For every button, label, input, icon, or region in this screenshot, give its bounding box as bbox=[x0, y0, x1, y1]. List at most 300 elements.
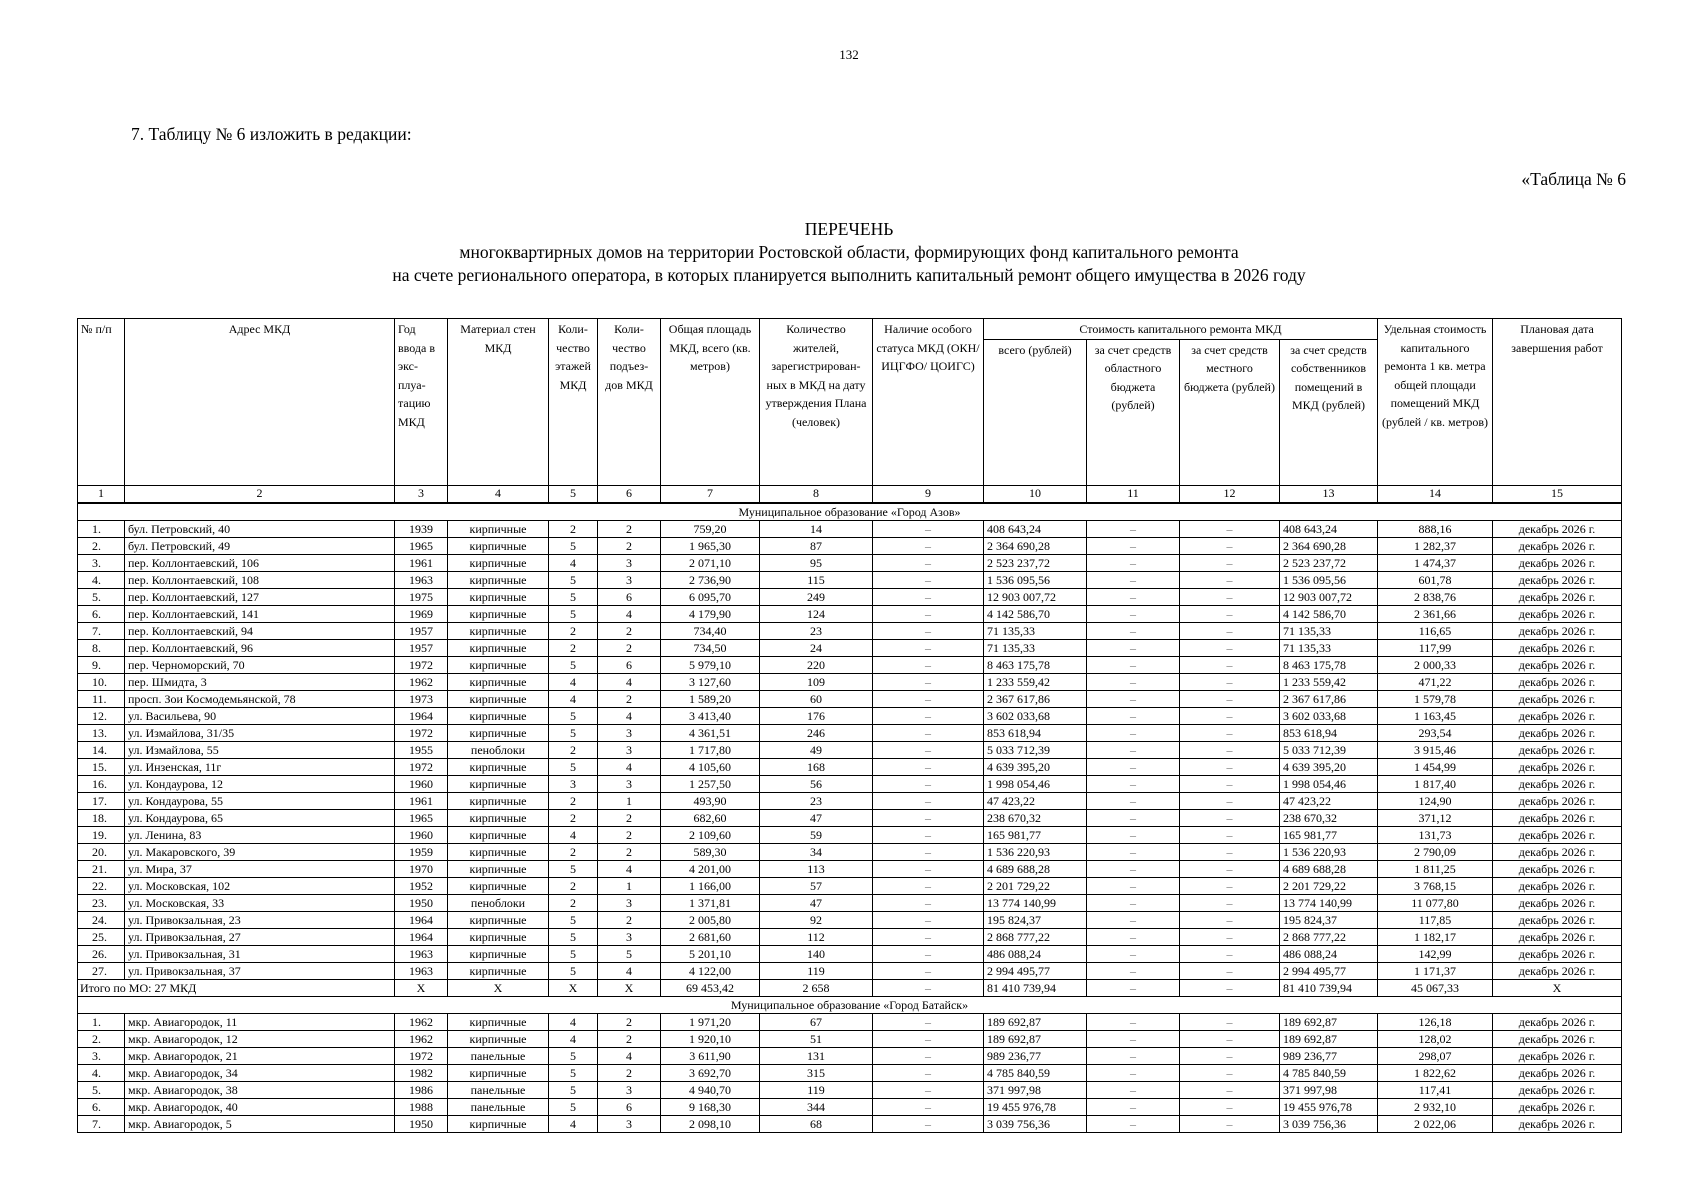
total-area-cell: 3 413,40 bbox=[661, 707, 760, 724]
special-status-cell: – bbox=[873, 741, 984, 758]
address-cell: мкр. Авиагородок, 21 bbox=[125, 1047, 395, 1064]
address-cell: ул. Кондаурова, 55 bbox=[125, 792, 395, 809]
unit-cost-cell: 1 454,99 bbox=[1378, 758, 1493, 775]
table-row bbox=[78, 673, 1622, 690]
special-status-cell: – bbox=[873, 554, 984, 571]
special-status-cell: – bbox=[873, 639, 984, 656]
wall-material-cell: кирпичные bbox=[448, 1115, 549, 1132]
completion-date-cell: декабрь 2026 г. bbox=[1493, 639, 1622, 656]
year-built-cell: 1961 bbox=[395, 792, 448, 809]
completion-date-cell: декабрь 2026 г. bbox=[1493, 588, 1622, 605]
address-cell: ул. Ленина, 83 bbox=[125, 826, 395, 843]
residents-cell: 51 bbox=[760, 1030, 873, 1047]
table-header bbox=[78, 319, 1622, 503]
unit-cost-cell: 2 932,10 bbox=[1378, 1098, 1493, 1115]
column-number: 4 bbox=[448, 485, 549, 503]
year-built-cell: 1975 bbox=[395, 588, 448, 605]
cost-regional-cell: – bbox=[1087, 809, 1180, 826]
entrances-cell: 3 bbox=[598, 724, 661, 741]
instruction-text: 7. Таблицу № 6 изложить в редакции: bbox=[131, 124, 412, 144]
column-number: 8 bbox=[760, 485, 873, 503]
entrances-cell: 5 bbox=[598, 945, 661, 962]
address-cell: ул. Васильева, 90 bbox=[125, 707, 395, 724]
cost-owners-cell: 2 994 495,77 bbox=[1280, 962, 1378, 979]
residents-cell: 168 bbox=[760, 758, 873, 775]
residents-cell: 60 bbox=[760, 690, 873, 707]
cost-regional-cell: – bbox=[1087, 894, 1180, 911]
cost-regional-cell: – bbox=[1087, 520, 1180, 537]
cost-owners-cell: 19 455 976,78 bbox=[1280, 1098, 1378, 1115]
residents-cell: 23 bbox=[760, 792, 873, 809]
year-built-cell: 1986 bbox=[395, 1081, 448, 1098]
cost-local-cell: – bbox=[1180, 792, 1280, 809]
total-area-cell: 1 920,10 bbox=[661, 1030, 760, 1047]
completion-date-cell: декабрь 2026 г. bbox=[1493, 673, 1622, 690]
residents-cell: 109 bbox=[760, 673, 873, 690]
row-number-cell: 14. bbox=[78, 741, 125, 758]
total-area-cell: 6 095,70 bbox=[661, 588, 760, 605]
table-row bbox=[78, 588, 1622, 605]
total-area-cell: 5 979,10 bbox=[661, 656, 760, 673]
table-row bbox=[78, 605, 1622, 622]
residents-cell: 119 bbox=[760, 1081, 873, 1098]
wall-material-cell: кирпичные bbox=[448, 639, 549, 656]
wall-material-cell: панельные bbox=[448, 1047, 549, 1064]
header-cost-total: всего (рублей) bbox=[984, 339, 1087, 485]
cost-owners-cell: 238 670,32 bbox=[1280, 809, 1378, 826]
cost-total-cell: 4 142 586,70 bbox=[984, 605, 1087, 622]
cost-total-cell: 19 455 976,78 bbox=[984, 1098, 1087, 1115]
total-entrances-cell: X bbox=[598, 979, 661, 996]
header-completion-date: Плановая дата завершения работ bbox=[1493, 319, 1622, 486]
wall-material-cell: кирпичные bbox=[448, 571, 549, 588]
total-area-cell: 2 681,60 bbox=[661, 928, 760, 945]
total-special-status-cell: – bbox=[873, 979, 984, 996]
unit-cost-cell: 601,78 bbox=[1378, 571, 1493, 588]
entrances-cell: 2 bbox=[598, 537, 661, 554]
residents-cell: 47 bbox=[760, 809, 873, 826]
unit-cost-cell: 1 822,62 bbox=[1378, 1064, 1493, 1081]
entrances-cell: 4 bbox=[598, 758, 661, 775]
entrances-cell: 2 bbox=[598, 1030, 661, 1047]
cost-regional-cell: – bbox=[1087, 758, 1180, 775]
wall-material-cell: кирпичные bbox=[448, 877, 549, 894]
residents-cell: 87 bbox=[760, 537, 873, 554]
completion-date-cell: декабрь 2026 г. bbox=[1493, 741, 1622, 758]
total-area-cell: 4 122,00 bbox=[661, 962, 760, 979]
completion-date-cell: декабрь 2026 г. bbox=[1493, 826, 1622, 843]
entrances-cell: 2 bbox=[598, 809, 661, 826]
special-status-cell: – bbox=[873, 1098, 984, 1115]
cost-local-cell: – bbox=[1180, 809, 1280, 826]
unit-cost-cell: 2 022,06 bbox=[1378, 1115, 1493, 1132]
special-status-cell: – bbox=[873, 894, 984, 911]
floors-cell: 2 bbox=[549, 741, 598, 758]
wall-material-cell: кирпичные bbox=[448, 945, 549, 962]
entrances-cell: 4 bbox=[598, 1047, 661, 1064]
floors-cell: 5 bbox=[549, 537, 598, 554]
cost-total-cell: 5 033 712,39 bbox=[984, 741, 1087, 758]
cost-local-cell: – bbox=[1180, 622, 1280, 639]
floors-cell: 5 bbox=[549, 656, 598, 673]
wall-material-cell: кирпичные bbox=[448, 928, 549, 945]
residents-cell: 24 bbox=[760, 639, 873, 656]
address-cell: пер. Коллонтаевский, 96 bbox=[125, 639, 395, 656]
cost-regional-cell: – bbox=[1087, 945, 1180, 962]
completion-date-cell: декабрь 2026 г. bbox=[1493, 1047, 1622, 1064]
row-number-cell: 11. bbox=[78, 690, 125, 707]
cost-local-cell: – bbox=[1180, 911, 1280, 928]
special-status-cell: – bbox=[873, 1047, 984, 1064]
address-cell: мкр. Авиагородок, 40 bbox=[125, 1098, 395, 1115]
completion-date-cell: декабрь 2026 г. bbox=[1493, 707, 1622, 724]
year-built-cell: 1965 bbox=[395, 537, 448, 554]
floors-cell: 2 bbox=[549, 809, 598, 826]
entrances-cell: 1 bbox=[598, 877, 661, 894]
completion-date-cell: декабрь 2026 г. bbox=[1493, 1064, 1622, 1081]
wall-material-cell: кирпичные bbox=[448, 707, 549, 724]
total-area-cell: 1 965,30 bbox=[661, 537, 760, 554]
cost-regional-cell: – bbox=[1087, 537, 1180, 554]
cost-regional-cell: – bbox=[1087, 622, 1180, 639]
floors-cell: 5 bbox=[549, 758, 598, 775]
residents-cell: 249 bbox=[760, 588, 873, 605]
wall-material-cell: кирпичные bbox=[448, 605, 549, 622]
year-built-cell: 1950 bbox=[395, 1115, 448, 1132]
floors-cell: 2 bbox=[549, 877, 598, 894]
entrances-cell: 2 bbox=[598, 911, 661, 928]
completion-date-cell: декабрь 2026 г. bbox=[1493, 1081, 1622, 1098]
floors-cell: 4 bbox=[549, 1013, 598, 1030]
wall-material-cell: кирпичные bbox=[448, 1064, 549, 1081]
unit-cost-cell: 2 790,09 bbox=[1378, 843, 1493, 860]
residents-cell: 112 bbox=[760, 928, 873, 945]
unit-cost-cell: 293,54 bbox=[1378, 724, 1493, 741]
total-cost-local-cell: – bbox=[1180, 979, 1280, 996]
address-cell: пер. Коллонтаевский, 108 bbox=[125, 571, 395, 588]
header-cost-group: Стоимость капитального ремонта МКД bbox=[984, 319, 1378, 340]
entrances-cell: 4 bbox=[598, 605, 661, 622]
unit-cost-cell: 142,99 bbox=[1378, 945, 1493, 962]
buildings-table bbox=[77, 318, 1622, 1133]
entrances-cell: 1 bbox=[598, 792, 661, 809]
address-cell: пер. Коллонтаевский, 106 bbox=[125, 554, 395, 571]
total-area-cell: 1 971,20 bbox=[661, 1013, 760, 1030]
cost-local-cell: – bbox=[1180, 571, 1280, 588]
header-cost-owners: за счет средств собственников помещений в МКД (рублей) bbox=[1280, 339, 1378, 485]
row-number-cell: 17. bbox=[78, 792, 125, 809]
cost-total-cell: 1 536 095,56 bbox=[984, 571, 1087, 588]
table-row bbox=[78, 1098, 1622, 1115]
cost-local-cell: – bbox=[1180, 690, 1280, 707]
cost-owners-cell: 4 785 840,59 bbox=[1280, 1064, 1378, 1081]
header-address: Адрес МКД bbox=[125, 319, 395, 486]
floors-cell: 5 bbox=[549, 588, 598, 605]
cost-regional-cell: – bbox=[1087, 1081, 1180, 1098]
header-unit-cost: Удельная стоимость капитального ремонта 1 кв. метра общей площади помещений МКД (рублей / кв. метров) bbox=[1378, 319, 1493, 486]
table-row bbox=[78, 826, 1622, 843]
cost-regional-cell: – bbox=[1087, 1098, 1180, 1115]
year-built-cell: 1972 bbox=[395, 758, 448, 775]
cost-regional-cell: – bbox=[1087, 605, 1180, 622]
special-status-cell: – bbox=[873, 724, 984, 741]
total-area-cell: 2 005,80 bbox=[661, 911, 760, 928]
document-title bbox=[0, 218, 1698, 287]
cost-regional-cell: – bbox=[1087, 690, 1180, 707]
entrances-cell: 4 bbox=[598, 673, 661, 690]
cost-local-cell: – bbox=[1180, 860, 1280, 877]
special-status-cell: – bbox=[873, 1030, 984, 1047]
table-row bbox=[78, 928, 1622, 945]
entrances-cell: 3 bbox=[598, 1115, 661, 1132]
special-status-cell: – bbox=[873, 605, 984, 622]
cost-total-cell: 12 903 007,72 bbox=[984, 588, 1087, 605]
row-number-cell: 5. bbox=[78, 1081, 125, 1098]
column-number: 5 bbox=[549, 485, 598, 503]
floors-cell: 2 bbox=[549, 894, 598, 911]
column-number: 2 bbox=[125, 485, 395, 503]
cost-total-cell: 853 618,94 bbox=[984, 724, 1087, 741]
wall-material-cell: панельные bbox=[448, 1098, 549, 1115]
special-status-cell: – bbox=[873, 775, 984, 792]
address-cell: ул. Привокзальная, 23 bbox=[125, 911, 395, 928]
row-number-cell: 4. bbox=[78, 1064, 125, 1081]
cost-owners-cell: 408 643,24 bbox=[1280, 520, 1378, 537]
completion-date-cell: декабрь 2026 г. bbox=[1493, 571, 1622, 588]
total-area-cell: 682,60 bbox=[661, 809, 760, 826]
table-row bbox=[78, 537, 1622, 554]
entrances-cell: 2 bbox=[598, 639, 661, 656]
table-body bbox=[78, 503, 1622, 1133]
unit-cost-cell: 471,22 bbox=[1378, 673, 1493, 690]
entrances-cell: 2 bbox=[598, 826, 661, 843]
address-cell: мкр. Авиагородок, 34 bbox=[125, 1064, 395, 1081]
cost-local-cell: – bbox=[1180, 1030, 1280, 1047]
cost-total-cell: 238 670,32 bbox=[984, 809, 1087, 826]
total-cost-total-cell: 81 410 739,94 bbox=[984, 979, 1087, 996]
completion-date-cell: декабрь 2026 г. bbox=[1493, 792, 1622, 809]
wall-material-cell: кирпичные bbox=[448, 656, 549, 673]
special-status-cell: – bbox=[873, 690, 984, 707]
row-number-cell: 25. bbox=[78, 928, 125, 945]
column-number: 13 bbox=[1280, 485, 1378, 503]
address-cell: мкр. Авиагородок, 12 bbox=[125, 1030, 395, 1047]
year-built-cell: 1964 bbox=[395, 707, 448, 724]
cost-regional-cell: – bbox=[1087, 911, 1180, 928]
unit-cost-cell: 126,18 bbox=[1378, 1013, 1493, 1030]
unit-cost-cell: 1 817,40 bbox=[1378, 775, 1493, 792]
title-line-3: на счете регионального оператора, в которых планируется выполнить капитальный ремонт общего имущества в 2026 году bbox=[392, 265, 1306, 285]
address-cell: пер. Шмидта, 3 bbox=[125, 673, 395, 690]
table-row bbox=[78, 792, 1622, 809]
wall-material-cell: кирпичные bbox=[448, 1030, 549, 1047]
unit-cost-cell: 128,02 bbox=[1378, 1030, 1493, 1047]
entrances-cell: 3 bbox=[598, 775, 661, 792]
year-built-cell: 1960 bbox=[395, 775, 448, 792]
unit-cost-cell: 124,90 bbox=[1378, 792, 1493, 809]
unit-cost-cell: 1 282,37 bbox=[1378, 537, 1493, 554]
cost-owners-cell: 12 903 007,72 bbox=[1280, 588, 1378, 605]
cost-local-cell: – bbox=[1180, 1013, 1280, 1030]
row-number-cell: 27. bbox=[78, 962, 125, 979]
residents-cell: 49 bbox=[760, 741, 873, 758]
cost-regional-cell: – bbox=[1087, 792, 1180, 809]
completion-date-cell: декабрь 2026 г. bbox=[1493, 690, 1622, 707]
row-number-cell: 7. bbox=[78, 622, 125, 639]
total-area-cell: 734,40 bbox=[661, 622, 760, 639]
residents-cell: 56 bbox=[760, 775, 873, 792]
total-wall-material-cell: X bbox=[448, 979, 549, 996]
cost-local-cell: – bbox=[1180, 639, 1280, 656]
cost-regional-cell: – bbox=[1087, 928, 1180, 945]
cost-regional-cell: – bbox=[1087, 1013, 1180, 1030]
total-area-cell: 4 940,70 bbox=[661, 1081, 760, 1098]
completion-date-cell: декабрь 2026 г. bbox=[1493, 1098, 1622, 1115]
cost-owners-cell: 71 135,33 bbox=[1280, 622, 1378, 639]
year-built-cell: 1960 bbox=[395, 826, 448, 843]
cost-total-cell: 2 367 617,86 bbox=[984, 690, 1087, 707]
wall-material-cell: кирпичные bbox=[448, 622, 549, 639]
unit-cost-cell: 3 915,46 bbox=[1378, 741, 1493, 758]
special-status-cell: – bbox=[873, 792, 984, 809]
table-row bbox=[78, 809, 1622, 826]
year-built-cell: 1972 bbox=[395, 724, 448, 741]
cost-regional-cell: – bbox=[1087, 1064, 1180, 1081]
unit-cost-cell: 2 838,76 bbox=[1378, 588, 1493, 605]
cost-owners-cell: 2 364 690,28 bbox=[1280, 537, 1378, 554]
year-built-cell: 1972 bbox=[395, 656, 448, 673]
completion-date-cell: декабрь 2026 г. bbox=[1493, 724, 1622, 741]
unit-cost-cell: 1 163,45 bbox=[1378, 707, 1493, 724]
table-row bbox=[78, 520, 1622, 537]
cost-regional-cell: – bbox=[1087, 843, 1180, 860]
cost-regional-cell: – bbox=[1087, 741, 1180, 758]
table-row bbox=[78, 1064, 1622, 1081]
completion-date-cell: декабрь 2026 г. bbox=[1493, 656, 1622, 673]
row-number-cell: 8. bbox=[78, 639, 125, 656]
wall-material-cell: кирпичные bbox=[448, 690, 549, 707]
table-row bbox=[78, 724, 1622, 741]
cost-local-cell: – bbox=[1180, 826, 1280, 843]
cost-owners-cell: 1 233 559,42 bbox=[1280, 673, 1378, 690]
entrances-cell: 3 bbox=[598, 1081, 661, 1098]
residents-cell: 220 bbox=[760, 656, 873, 673]
floors-cell: 5 bbox=[549, 860, 598, 877]
cost-local-cell: – bbox=[1180, 656, 1280, 673]
column-number: 10 bbox=[984, 485, 1087, 503]
unit-cost-cell: 888,16 bbox=[1378, 520, 1493, 537]
entrances-cell: 3 bbox=[598, 928, 661, 945]
cost-local-cell: – bbox=[1180, 1098, 1280, 1115]
completion-date-cell: декабрь 2026 г. bbox=[1493, 1013, 1622, 1030]
total-area-cell: 9 168,30 bbox=[661, 1098, 760, 1115]
total-area-cell: 3 611,90 bbox=[661, 1047, 760, 1064]
wall-material-cell: кирпичные bbox=[448, 826, 549, 843]
completion-date-cell: декабрь 2026 г. bbox=[1493, 554, 1622, 571]
completion-date-cell: декабрь 2026 г. bbox=[1493, 775, 1622, 792]
completion-date-cell: декабрь 2026 г. bbox=[1493, 843, 1622, 860]
floors-cell: 2 bbox=[549, 792, 598, 809]
residents-cell: 115 bbox=[760, 571, 873, 588]
column-number: 11 bbox=[1087, 485, 1180, 503]
total-area-cell: 734,50 bbox=[661, 639, 760, 656]
row-number-cell: 1. bbox=[78, 1013, 125, 1030]
header-area: Общая площадь МКД, всего (кв. метров) bbox=[661, 319, 760, 486]
unit-cost-cell: 1 811,25 bbox=[1378, 860, 1493, 877]
floors-cell: 5 bbox=[549, 928, 598, 945]
wall-material-cell: кирпичные bbox=[448, 843, 549, 860]
floors-cell: 5 bbox=[549, 1064, 598, 1081]
address-cell: ул. Кондаурова, 65 bbox=[125, 809, 395, 826]
row-number-cell: 3. bbox=[78, 554, 125, 571]
completion-date-cell: декабрь 2026 г. bbox=[1493, 809, 1622, 826]
table-row bbox=[78, 571, 1622, 588]
total-area-cell: 3 692,70 bbox=[661, 1064, 760, 1081]
entrances-cell: 3 bbox=[598, 554, 661, 571]
year-built-cell: 1962 bbox=[395, 1030, 448, 1047]
cost-local-cell: – bbox=[1180, 843, 1280, 860]
residents-cell: 176 bbox=[760, 707, 873, 724]
completion-date-cell: декабрь 2026 г. bbox=[1493, 928, 1622, 945]
wall-material-cell: кирпичные bbox=[448, 809, 549, 826]
table-label: «Таблица № 6 bbox=[1521, 169, 1626, 189]
special-status-cell: – bbox=[873, 945, 984, 962]
header-floors: Коли- чество этажей МКД bbox=[549, 319, 598, 486]
title-line-1: ПЕРЕЧЕНЬ bbox=[804, 219, 894, 239]
floors-cell: 5 bbox=[549, 1047, 598, 1064]
cost-owners-cell: 189 692,87 bbox=[1280, 1013, 1378, 1030]
table-row bbox=[78, 843, 1622, 860]
row-number-cell: 9. bbox=[78, 656, 125, 673]
year-built-cell: 1972 bbox=[395, 1047, 448, 1064]
cost-total-cell: 1 998 054,46 bbox=[984, 775, 1087, 792]
cost-total-cell: 189 692,87 bbox=[984, 1013, 1087, 1030]
cost-local-cell: – bbox=[1180, 1081, 1280, 1098]
entrances-cell: 3 bbox=[598, 894, 661, 911]
residents-cell: 124 bbox=[760, 605, 873, 622]
table-row bbox=[78, 1030, 1622, 1047]
floors-cell: 5 bbox=[549, 605, 598, 622]
residents-cell: 57 bbox=[760, 877, 873, 894]
municipality-title: Муниципальное образование «Город Батайск» bbox=[78, 996, 1622, 1013]
wall-material-cell: кирпичные bbox=[448, 775, 549, 792]
row-number-cell: 18. bbox=[78, 809, 125, 826]
cost-total-cell: 4 639 395,20 bbox=[984, 758, 1087, 775]
row-number-cell: 4. bbox=[78, 571, 125, 588]
cost-owners-cell: 853 618,94 bbox=[1280, 724, 1378, 741]
total-area-cell: 4 361,51 bbox=[661, 724, 760, 741]
special-status-cell: – bbox=[873, 622, 984, 639]
total-area-cell: 493,90 bbox=[661, 792, 760, 809]
table-row bbox=[78, 639, 1622, 656]
cost-local-cell: – bbox=[1180, 1064, 1280, 1081]
cost-owners-cell: 3 039 756,36 bbox=[1280, 1115, 1378, 1132]
cost-total-cell: 989 236,77 bbox=[984, 1047, 1087, 1064]
year-built-cell: 1961 bbox=[395, 554, 448, 571]
entrances-cell: 6 bbox=[598, 588, 661, 605]
completion-date-cell: декабрь 2026 г. bbox=[1493, 1030, 1622, 1047]
cost-total-cell: 71 135,33 bbox=[984, 639, 1087, 656]
table-row bbox=[78, 656, 1622, 673]
cost-total-cell: 4 689 688,28 bbox=[984, 860, 1087, 877]
floors-cell: 4 bbox=[549, 690, 598, 707]
unit-cost-cell: 1 579,78 bbox=[1378, 690, 1493, 707]
entrances-cell: 2 bbox=[598, 690, 661, 707]
floors-cell: 4 bbox=[549, 554, 598, 571]
residents-cell: 315 bbox=[760, 1064, 873, 1081]
wall-material-cell: кирпичные bbox=[448, 537, 549, 554]
entrances-cell: 6 bbox=[598, 656, 661, 673]
